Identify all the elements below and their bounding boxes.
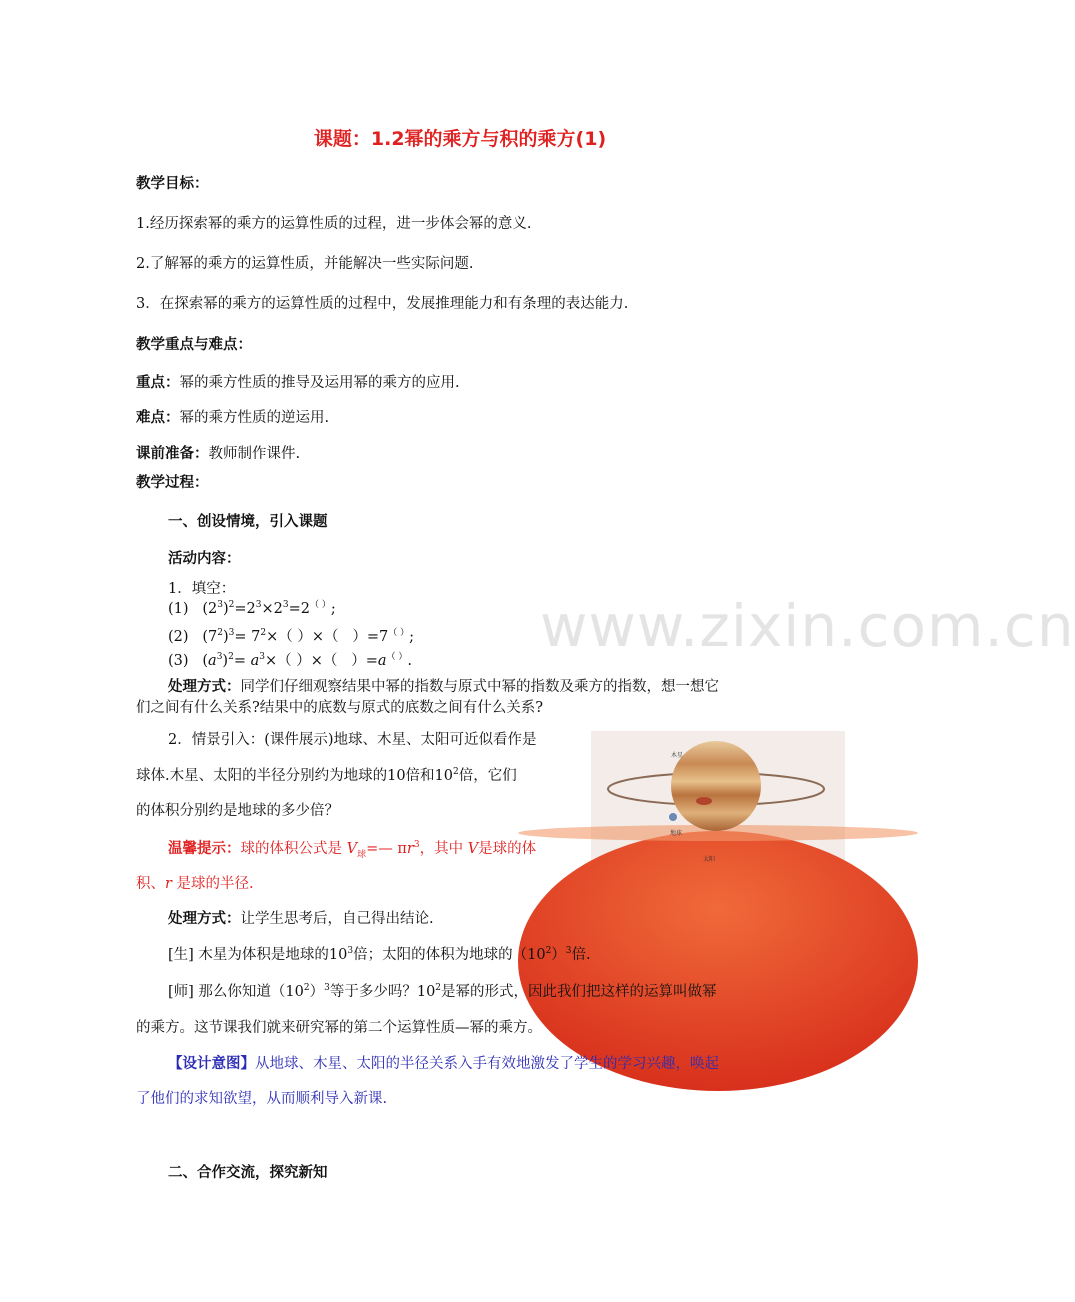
section2-heading: 二、合作交流，探究新知 bbox=[168, 1165, 328, 1181]
student-line: [生] 木星为体积是地球的$10^3$倍；太阳的体积为地球的$(10^2)^3$倍. bbox=[168, 946, 591, 963]
objective-item-2: 2.了解幂的乘方的运算性质，并能解决一些实际问题. bbox=[136, 256, 474, 272]
tip-line-2: 积、r 是球的半径. bbox=[136, 876, 254, 892]
scene-line-2 bbox=[136, 764, 517, 785]
fill-line-3: (3) $(a^3)^2= a^3\times$（ ）×（ ）=a（ ）. bbox=[168, 652, 413, 669]
objective-item-1: 1.经历探索幂的乘方的运算性质的过程，进一步体会幂的意义. bbox=[136, 216, 532, 232]
fill-line-1-number: (1) bbox=[168, 601, 189, 617]
design-text-1: 从地球、木星、太阳的半径关系入手有效地激发了学生的学习兴趣，唤起 bbox=[255, 1056, 719, 1072]
earth-label: 地球 bbox=[670, 830, 683, 837]
earth-shape bbox=[669, 813, 677, 821]
prep-label: 课前准备： bbox=[136, 446, 209, 462]
tip-text-c: 是球的体 bbox=[478, 841, 537, 857]
fill-line-2: (2) $(7^2)^3= 7^2\times$（ ）×（ ）=7（ ）; bbox=[168, 628, 415, 645]
difficult-point-line bbox=[136, 406, 329, 427]
fill-line-1: (1) $(2^3)^2=2^3\times 2^3=2^{( )}$; bbox=[168, 600, 336, 617]
handling-line-1 bbox=[168, 675, 719, 696]
watermark: www.zixin.com.cn bbox=[540, 592, 1075, 660]
student-text-a: [生] 木星为体积是地球的10 bbox=[168, 947, 348, 963]
tip-label: 温馨提示： bbox=[168, 841, 241, 857]
student-text-c: ） bbox=[551, 947, 566, 963]
difficult-text: 幂的乘方性质的逆运用. bbox=[179, 410, 330, 426]
key-point-line bbox=[136, 371, 460, 392]
teacher-text-c: 等于多少吗？10 bbox=[329, 984, 436, 1000]
handling2-label: 处理方式： bbox=[168, 911, 241, 927]
handling-line-2: 们之间有什么关系?结果中的底数与原式的底数之间有什么关系? bbox=[136, 700, 544, 716]
fill-label: 1．填空： bbox=[168, 581, 236, 597]
tip-line-1: 温馨提示：球的体积公式是 $V_球=—$ $\pi r^3$，其中 V是球的体 bbox=[168, 840, 537, 860]
section1-heading: 一、创设情境，引入课题 bbox=[168, 514, 328, 530]
scene-line-3: 的体积分别约是地球的多少倍？ bbox=[136, 803, 339, 819]
tip-text-e: 是球的半径. bbox=[176, 876, 254, 892]
objective-item-3: 3．在探索幂的乘方的运算性质的过程中，发展推理能力和有条理的表达能力. bbox=[136, 296, 629, 312]
scene-line-2-sup: 2 bbox=[453, 767, 459, 778]
tip-text-b: ，其中 bbox=[419, 841, 468, 857]
scene-line-2-b: 倍，它们 bbox=[458, 768, 517, 784]
handling-label: 处理方式： bbox=[168, 679, 241, 695]
jupiter-red-spot bbox=[696, 797, 712, 805]
planets-image bbox=[591, 731, 845, 877]
teacher-text-a: [师] 那么你知道（10 bbox=[168, 984, 304, 1000]
teacher-line-2: 的乘方。这节课我们就来研究幂的第二个运算性质—幂的乘方。 bbox=[136, 1020, 542, 1036]
fill-line-3-number: (3) bbox=[168, 653, 189, 669]
design-line-2: 了他们的求知欲望，从而顺利导入新课. bbox=[136, 1091, 388, 1107]
prep-text: 教师制作课件. bbox=[208, 446, 301, 462]
handling-text-1: 同学们仔细观察结果中幂的指数与原式中幂的指数及乘方的指数，想一想它 bbox=[240, 679, 719, 695]
process-heading: 教学过程： bbox=[136, 475, 209, 491]
difficult-label: 难点： bbox=[136, 410, 180, 426]
design-label: 【设计意图】 bbox=[168, 1056, 255, 1072]
tip-text-d: 积、 bbox=[136, 876, 165, 892]
key-points-heading: 教学重点与难点： bbox=[136, 337, 252, 353]
student-text-d: 倍. bbox=[571, 947, 591, 963]
handling2-line bbox=[168, 907, 434, 928]
prep-line bbox=[136, 442, 300, 463]
teacher-text-b: ） bbox=[309, 984, 325, 1000]
scene-line-1: 2．情景引入：(课件展示)地球、木星、太阳可近似看作是 bbox=[168, 732, 537, 748]
objectives-heading: 教学目标： bbox=[136, 176, 209, 192]
scene-line-2-a: 球体.木星、太阳的半径分别约为地球的10倍和10 bbox=[136, 768, 454, 784]
planets-illustration bbox=[591, 731, 845, 877]
activity-label: 活动内容： bbox=[168, 551, 241, 567]
design-line-1 bbox=[168, 1052, 719, 1073]
fill-line-2-number: (2) bbox=[168, 629, 189, 645]
teacher-line-1: [师] 那么你知道$(10^2)^3$等于多少吗？$10^2$是幂的形式，因此我们把这样的运算叫做幂 bbox=[168, 983, 717, 1000]
jupiter-shape bbox=[671, 741, 761, 831]
page-title: 课题：1.2幂的乘方与积的乘方(1) bbox=[313, 128, 607, 150]
student-text-b: 倍；太阳的体积为地球的（10 bbox=[353, 947, 546, 963]
handling2-text: 让学生思考后，自己得出结论. bbox=[240, 911, 434, 927]
sun-label: 太阳 bbox=[703, 856, 716, 863]
key-label: 重点： bbox=[136, 375, 180, 391]
jupiter-label: 木星 bbox=[671, 752, 684, 759]
key-text: 幂的乘方性质的推导及运用幂的乘方的应用. bbox=[179, 375, 460, 391]
teacher-text-d: 是幂的形式，因此我们把这样的运算叫做幂 bbox=[441, 984, 717, 1000]
tip-text-a: 球的体积公式是 bbox=[240, 841, 347, 857]
